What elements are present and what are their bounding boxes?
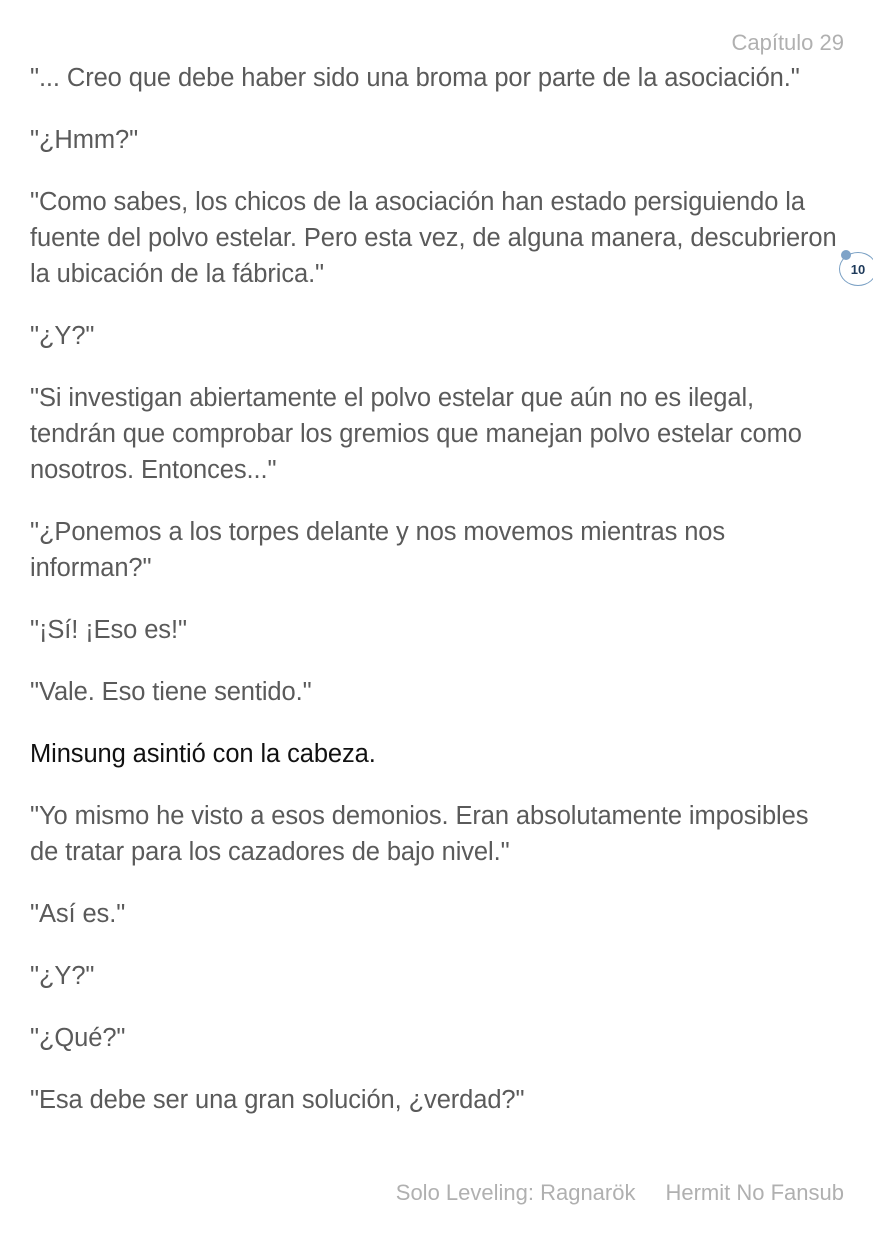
paragraph: "¿Qué?"	[30, 1024, 126, 1052]
paragraph: "¿Y?"	[30, 962, 95, 990]
paragraph: "Como sabes, los chicos de la asociación han estado persiguiendo la fuente del polvo estelar. Pero esta vez, de alguna manera, descubrieron la ubicación de la fábrica."	[30, 188, 837, 288]
chapter-label: Capítulo 29	[731, 30, 844, 55]
paragraph: "Yo mismo he visto a esos demonios. Eran absolutamente imposibles de tratar para los cazadores de bajo nivel."	[30, 802, 809, 866]
paragraph: "¿Hmm?"	[30, 126, 139, 154]
paragraph: "¡Sí! ¡Eso es!"	[30, 616, 187, 644]
paragraph: "Vale. Eso tiene sentido."	[30, 678, 312, 706]
narration-paragraph: Minsung asintió con la cabeza.	[30, 740, 376, 768]
paragraph: "¿Ponemos a los torpes delante y nos movemos mientras nos informan?"	[30, 518, 726, 582]
book-title: Solo Leveling: Ragnarök	[395, 1180, 636, 1205]
paragraph: "¿Y?"	[30, 322, 95, 350]
translator-credit: Hermit No Fansub	[665, 1180, 844, 1205]
paragraph: "... Creo que debe haber sido una broma por parte de la asociación."	[30, 64, 800, 92]
chapter-text	[30, 60, 840, 1144]
paragraph: "Esa debe ser una gran solución, ¿verdad?"	[30, 1086, 525, 1114]
footer	[396, 1180, 844, 1206]
comment-indicator-dot-icon	[841, 250, 851, 260]
paragraph: "Si investigan abiertamente el polvo estelar que aún no es ilegal, tendrán que comprobar los gremios que manejan polvo estelar como nosotros. Entonces..."	[30, 384, 802, 484]
paragraph: "Así es."	[30, 900, 126, 928]
comment-count: 10	[850, 261, 866, 277]
